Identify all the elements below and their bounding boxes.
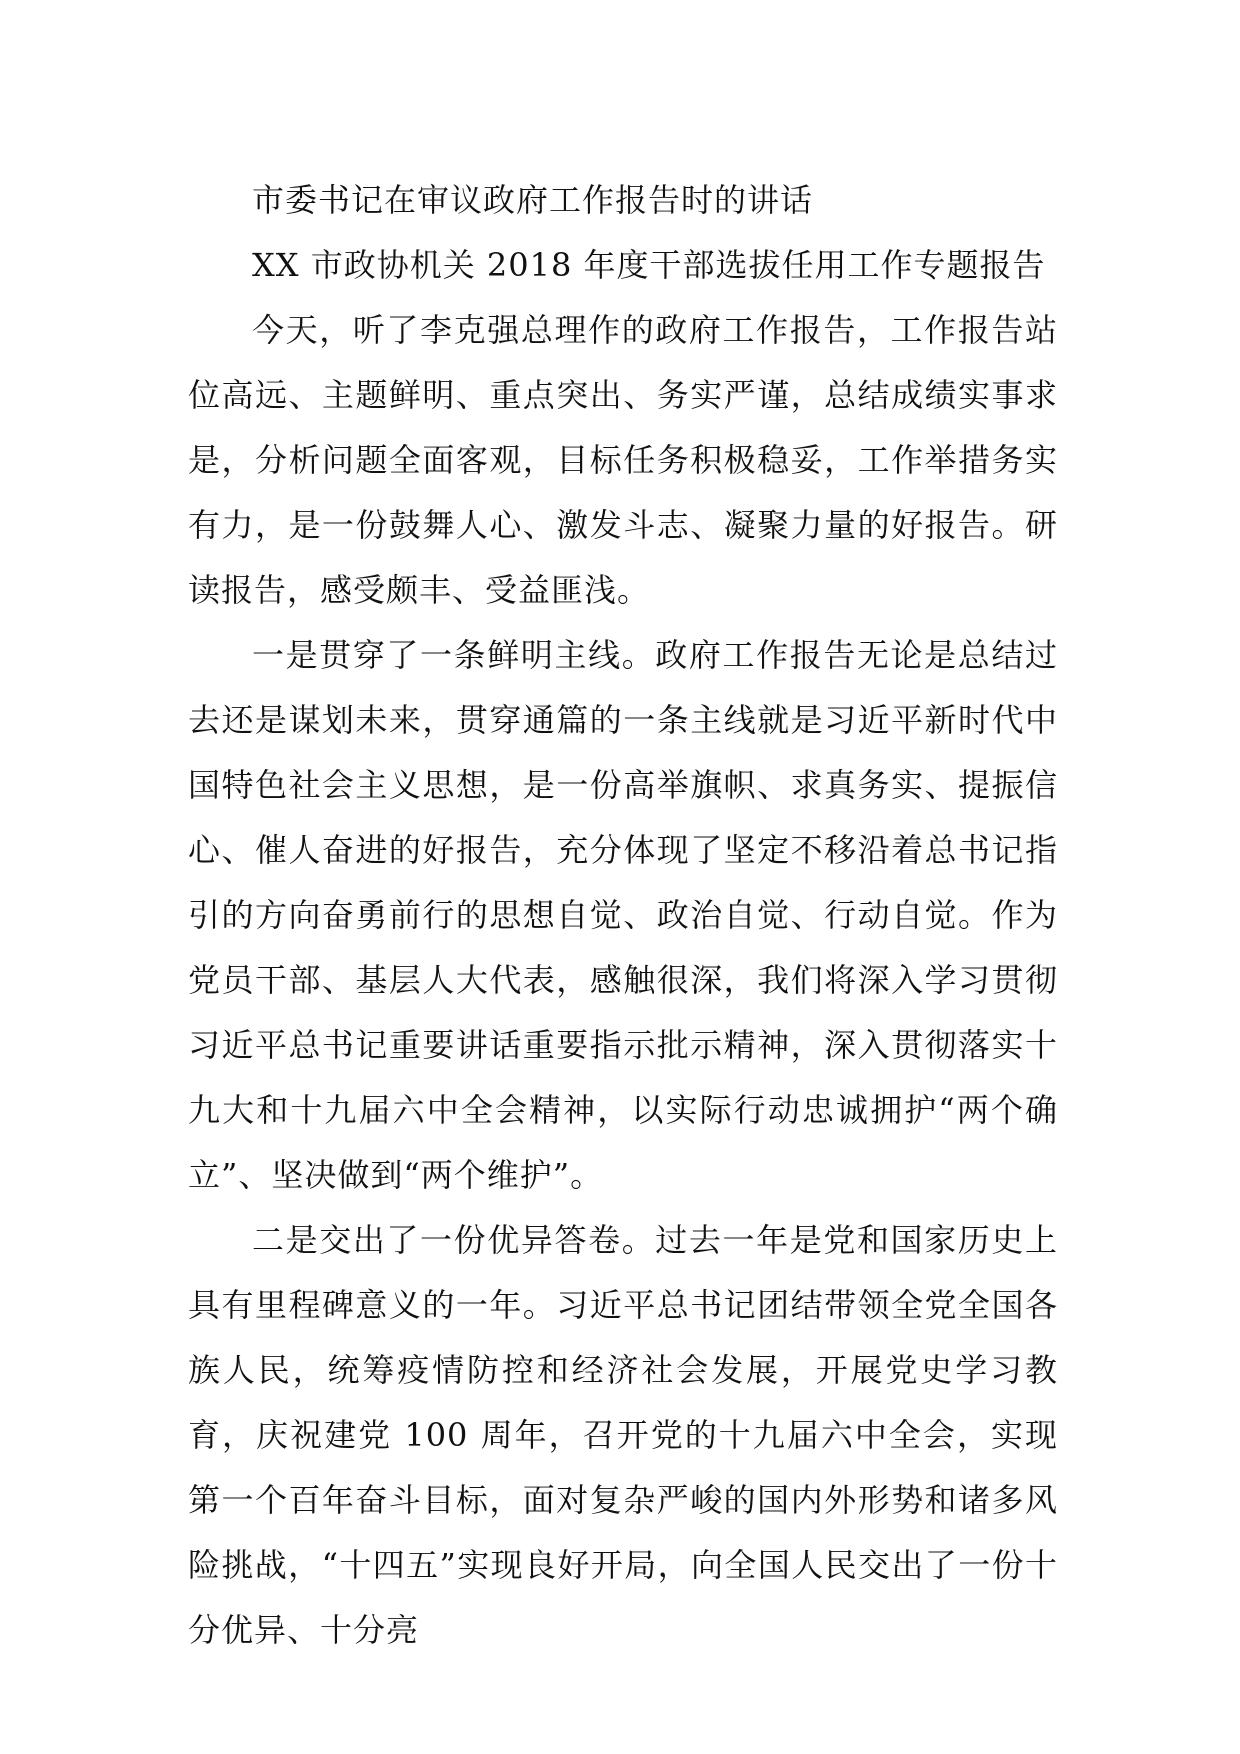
paragraph-point-two: 二是交出了一份优异答卷。过去一年是党和国家历史上具有里程碑意义的一年。习近平总书记团结带领全党全国各族人民，统筹疫情防控和经济社会发展，开展党史学习教育，庆祝建党 100 周年，召开党的十九届六中全会，实现第一个百年奋斗目标，面对复杂严峻的国内外形势和诸多风险挑战，“十四五”实现良好开局，向全国人民交出了一份十分优异、十分亮 [188, 1221, 1058, 1649]
document-title: 市委书记在审议政府工作报告时的讲话 [252, 181, 814, 219]
document-subtitle: XX 市政协机关 2018 年度干部选拔任用工作专题报告 [252, 246, 1046, 284]
paragraph-point-one: 一是贯穿了一条鲜明主线。政府工作报告无论是总结过去还是谋划未来，贯穿通篇的一条主线就是习近平新时代中国特色社会主义思想，是一份高举旗帜、求真务实、提振信心、催人奋进的好报告，充分体现了坚定不移沿着总书记指引的方向奋勇前行的思想自觉、政治自觉、行动自觉。作为党员干部、基层人大代表，感触很深，我们将深入学习贯彻习近平总书记重要讲话重要指示批示精神，深入贯彻落实十九大和十九届六中全会精神，以实际行动忠诚拥护“两个确立”、坚决做到“两个维护”。 [188, 636, 1058, 1194]
document-body [188, 168, 1058, 1663]
paragraph-intro: 今天，听了李克强总理作的政府工作报告，工作报告站位高远、主题鲜明、重点突出、务实严谨，总结成绩实事求是，分析问题全面客观，目标任务积极稳妥，工作举措务实有力，是一份鼓舞人心、激发斗志、凝聚力量的好报告。研读报告，感受颇丰、受益匪浅。 [188, 311, 1058, 609]
